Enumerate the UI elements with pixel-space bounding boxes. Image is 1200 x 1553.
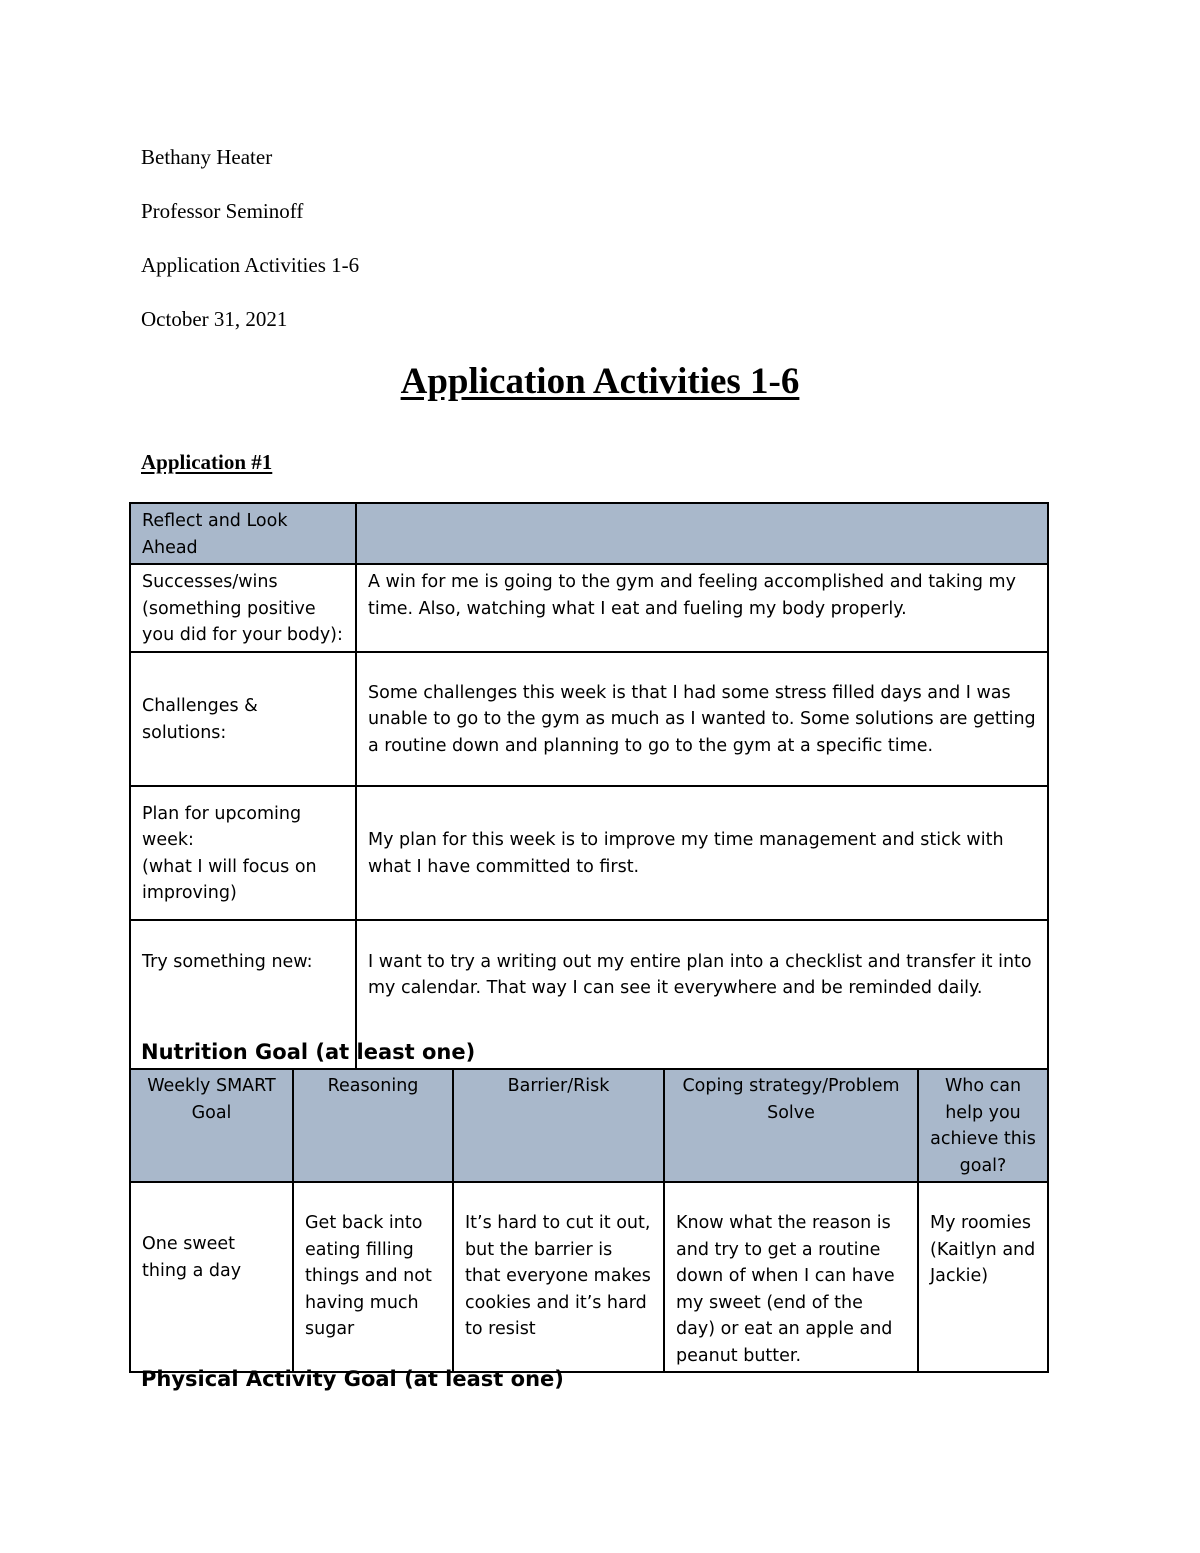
table-cell <box>130 1182 293 1372</box>
cell-text: It’s hard to cut it out, but the barrier is that everyone makes cookies and it’s hard to resist <box>465 1213 651 1339</box>
nutrition-table <box>129 1068 1049 1373</box>
column-header: Who can help you achieve this goal? <box>918 1069 1048 1182</box>
row-label <box>130 786 356 920</box>
page-title: Application Activities 1-6 <box>400 361 800 402</box>
row-value: I want to try a writing out my entire plan into a checklist and transfer it into my calendar. That way I can see it everywhere and be reminded daily. <box>356 920 1048 1076</box>
row-label-main: Plan for upcoming week: <box>142 803 302 850</box>
row-label: Challenges & solutions: <box>130 652 356 786</box>
table-row <box>130 564 1048 652</box>
reflect-table <box>129 502 1049 1077</box>
column-header: Weekly SMART Goal <box>130 1069 293 1182</box>
column-header: Barrier/Risk <box>453 1069 664 1182</box>
physical-activity-heading: Physical Activity Goal (at least one) <box>141 1367 564 1391</box>
cell-text: My roomies (Kaitlyn and Jackie) <box>930 1213 1036 1286</box>
row-value: Some challenges this week is that I had some stress filled days and I was unable to go to the gym as much as I wanted to. Some solutions are getting a routine down and planning to go to the gym at a specific time. <box>356 652 1048 786</box>
table-header-row <box>130 503 1048 564</box>
table-row <box>130 786 1048 920</box>
row-label: Successes/wins (something positive you did for your body): <box>130 564 356 652</box>
row-value: My plan for this week is to improve my time management and stick with what I have committed to first. <box>356 786 1048 920</box>
table-header-cell: Reflect and Look Ahead <box>130 503 356 564</box>
professor-name: Professor Seminoff <box>141 199 304 223</box>
table-row <box>130 652 1048 786</box>
date: October 31, 2021 <box>141 307 288 331</box>
table-cell <box>918 1182 1048 1372</box>
column-header: Reasoning <box>293 1069 453 1182</box>
student-name: Bethany Heater <box>141 145 273 169</box>
table-cell <box>293 1182 453 1372</box>
table-row <box>130 1182 1048 1372</box>
application-heading: Application #1 <box>141 450 273 474</box>
table-cell <box>664 1182 918 1372</box>
cell-text: Get back into eating filling things and not having much sugar <box>305 1213 432 1339</box>
table-cell <box>453 1182 664 1372</box>
assignment-name: Application Activities 1-6 <box>141 253 360 277</box>
table-header-cell <box>356 503 1048 564</box>
column-header: Coping strategy/Problem Solve <box>664 1069 918 1182</box>
row-label-sub: (what I will focus on improving) <box>142 856 317 903</box>
nutrition-heading: Nutrition Goal (at least one) <box>141 1040 476 1064</box>
table-header-row <box>130 1069 1048 1182</box>
cell-text: Know what the reason is and try to get a routine down of when I can have my sweet (end of the day) or eat an apple and peanut butter. <box>676 1213 895 1366</box>
row-value: A win for me is going to the gym and feeling accomplished and taking my time. Also, watching what I eat and fueling my body properly. <box>356 564 1048 652</box>
cell-text: One sweet thing a day <box>142 1234 242 1281</box>
row-label: Try something new: <box>130 920 356 1076</box>
